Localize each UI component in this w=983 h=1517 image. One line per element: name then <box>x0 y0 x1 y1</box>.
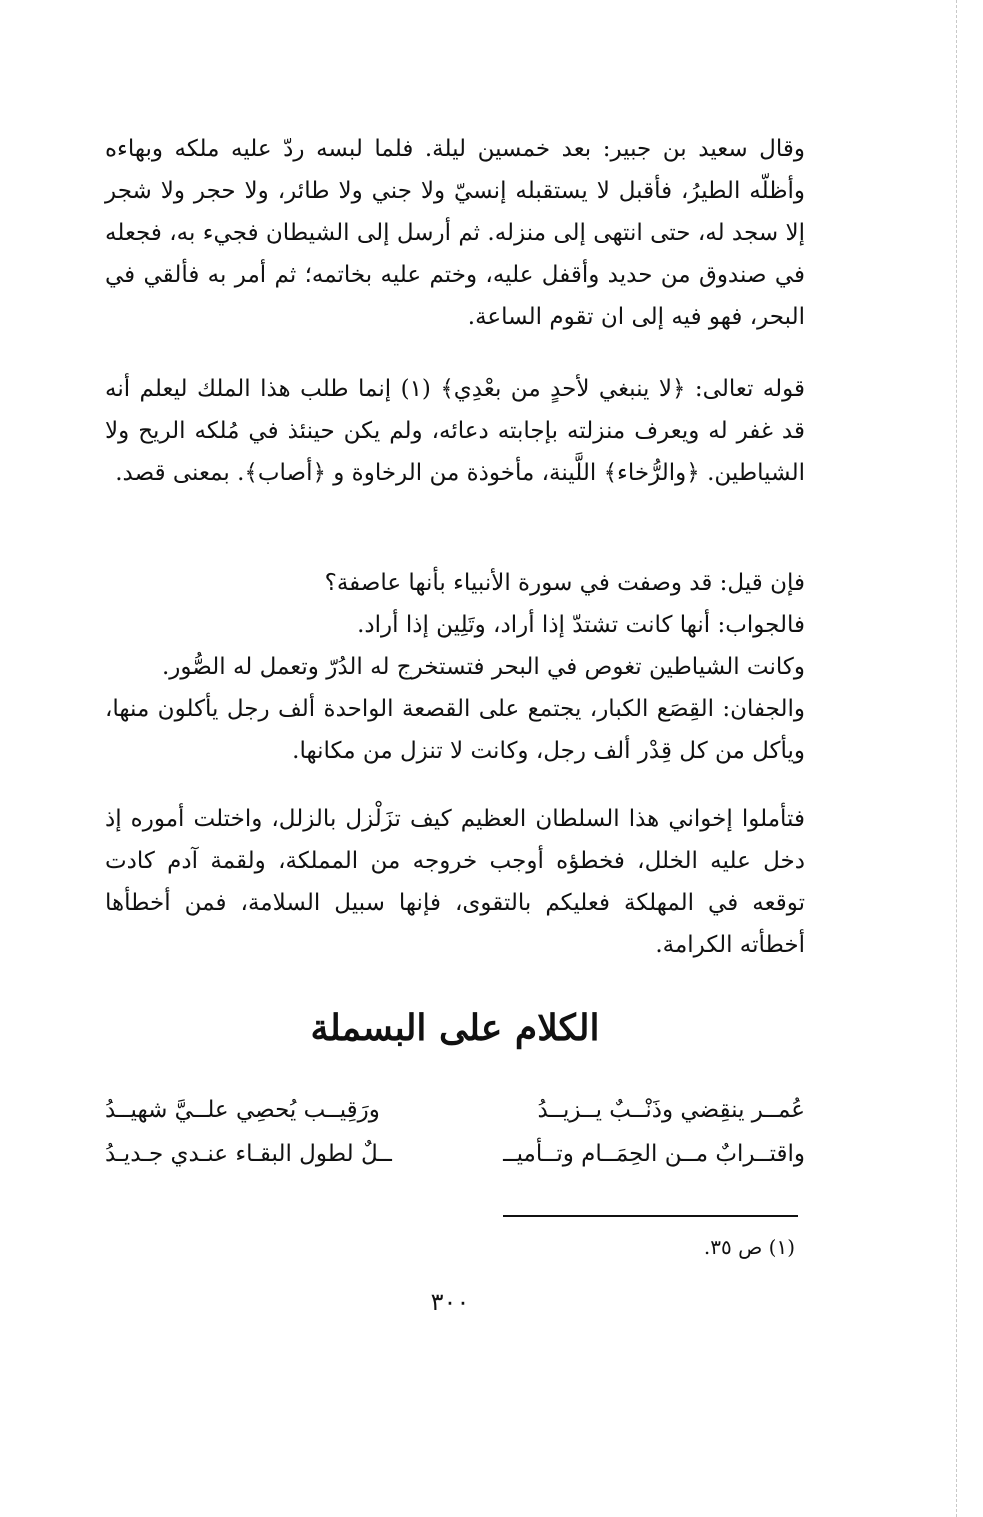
paragraph-3-line-1: فإن قيل: قد وصفت في سورة الأنبياء بأنها عاصفة؟ <box>324 570 805 596</box>
paragraph-1-text: وقال سعيد بن جبير: بعد خمسين ليلة. فلما لبسه ردّ عليه ملكه وبهاءه وأظلّه الطيرُ، فأقبل لا يستقبله إنسيّ ولا جني ولا طائر، ولا حجر ولا شجر إلا سجد له، حتى انتهى إلى منزله. ثم أرسل إلى الشيطان فجيء به، فجعله في صندوق من حديد وأقفل عليه، وختم عليه بخاتمه؛ ثم أمر به فألقي في البحر، فهو فيه إلى ان تقوم الساعة. <box>105 136 805 330</box>
verse-2-second-hemistich: ــلٌ لطول البقـاء عنـدي جـديـدُ <box>105 1141 392 1167</box>
paragraph-3-line-2: فالجواب: أنها كانت تشتدّ إذا أراد، وتَلِين إذا أراد. <box>357 612 805 638</box>
footnote: (١) ص ٣٥. <box>703 1235 795 1259</box>
section-heading: الكلام على البسملة <box>310 1007 600 1049</box>
paragraph-1 <box>105 128 805 338</box>
paragraph-4 <box>105 798 805 966</box>
verse-1-second-hemistich: ورَقِيــب يُحصِي علــيَّ شهيــدُ <box>105 1097 380 1123</box>
page-number: ٣٠٠ <box>430 1288 470 1316</box>
paragraph-2 <box>105 368 805 494</box>
verse-2-first-hemistich: واقتــرابٌ مــن الحِمَــام وتــأميــ <box>503 1141 805 1167</box>
paragraph-4-text: فتأملوا إخواني هذا السلطان العظيم كيف تزَلْزل بالزلل، واختلت أموره إذ دخل عليه الخلل، فخطؤه أوجب خروجه من المملكة، ولقمة آدم كادت توقعه في المهلكة فعليكم بالتقوى، فإنها سبيل السلامة، فمن أخطأها أخطأته الكرامة. <box>105 806 805 958</box>
footnote-divider <box>503 1215 798 1217</box>
verse-1-first-hemistich: عُمــر ينقِضي وذَنْــبٌ يــزيــدُ <box>537 1097 805 1123</box>
verse-line-2 <box>105 1134 805 1174</box>
paragraph-3-line-3: وكانت الشياطين تغوص في البحر فتستخرج له الدُرّ وتعمل له الصُّور. <box>161 654 805 680</box>
paragraph-3 <box>105 562 805 772</box>
page-edge-line <box>956 0 957 1517</box>
paragraph-2-text: قوله تعالى: ﴿لا ينبغي لأحدٍ من بعْدِي﴾ (١) إنما طلب هذا الملك ليعلم أنه قد غفر له ويعرف منزلته بإجابته دعائه، ولم يكن حينئذ في مُلكه الريح ولا الشياطين. ﴿والرُّخاء﴾ اللَّينة، مأخوذة من الرخاوة و ﴿أصاب﴾. بمعنى قصد. <box>105 376 806 486</box>
paragraph-3-tail: والجفان: القِصَع الكبار، يجتمع على القصعة الواحدة ألف رجل يأكلون منها، ويأكل من كل قِدْر ألف رجل، وكانت لا تنزل من مكانها. <box>105 696 805 764</box>
verse-line-1 <box>105 1090 805 1130</box>
